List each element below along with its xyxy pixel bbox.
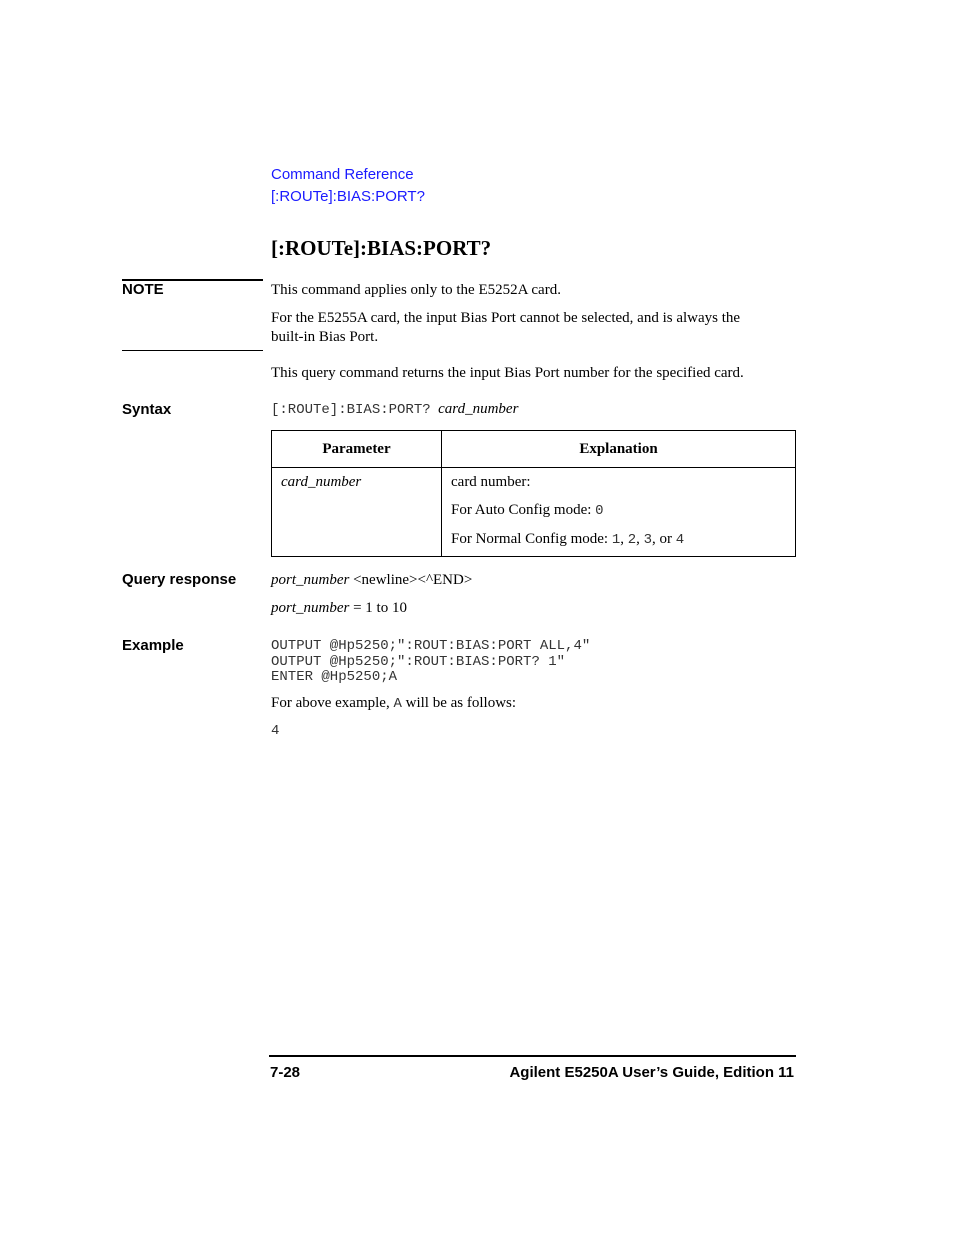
query-response-var: port_number [271, 572, 350, 588]
normal-v1: 1 [611, 532, 621, 548]
table-cell-explanation [442, 468, 796, 557]
example-text [271, 694, 516, 714]
query-response-rest: <newline><^END> [349, 572, 473, 588]
query-response-label: Query response [122, 571, 237, 588]
example-code: OUTPUT @Hp5250;":ROUT:BIAS:PORT ALL,4" OUTPUT @Hp5250;":ROUT:BIAS:PORT? 1" ENTER @Hp5250;A [271, 638, 591, 685]
example-text-before: For above example, [271, 695, 394, 711]
auto-prefix: For Auto Config mode: [451, 502, 596, 518]
breadcrumb-bias-port[interactable]: [:ROUTe]:BIAS:PORT? [271, 188, 425, 205]
table-header-parameter: Parameter [272, 431, 442, 468]
note-line-2a: For the E5255A card, the input Bias Port cannot be selected, and is always the [271, 310, 741, 326]
normal-sep3: , or [652, 531, 676, 547]
example-result: 4 [271, 723, 280, 739]
syntax-line [271, 401, 518, 418]
table-header-explanation: Explanation [442, 431, 796, 468]
note-label: NOTE [122, 281, 164, 298]
note-line-2b: built-in Bias Port. [271, 329, 379, 345]
normal-sep2: , [636, 531, 644, 547]
query-response-line [271, 571, 472, 590]
example-text-var: A [393, 696, 402, 712]
normal-v2: 2 [627, 532, 637, 548]
footer-guide-title: Agilent E5250A User’s Guide, Edition 11 [509, 1064, 794, 1081]
example-label: Example [122, 637, 184, 654]
syntax-param: card_number [438, 401, 519, 417]
normal-sep1: , [620, 531, 628, 547]
syntax-command: [:ROUTe]:BIAS:PORT? [271, 402, 431, 418]
page-title: [:ROUTe]:BIAS:PORT? [271, 236, 492, 260]
expl-line-1: card number: [451, 474, 531, 490]
footer-page-number: 7-28 [270, 1064, 301, 1081]
expl-line-auto [451, 501, 786, 520]
query-response-range-line [271, 599, 407, 618]
syntax-label: Syntax [122, 401, 172, 418]
query-response-var2: port_number [271, 600, 350, 616]
description: This query command returns the input Bias Port number for the specified card. [271, 365, 744, 381]
footer-rule [269, 1055, 796, 1057]
param-name: card_number [281, 474, 362, 490]
expl-line-normal [451, 530, 786, 549]
normal-v4: 4 [675, 532, 685, 548]
parameter-table [271, 430, 796, 557]
normal-prefix: For Normal Config mode: [451, 531, 612, 547]
note-line-1: This command applies only to the E5252A card. [271, 282, 561, 298]
example-text-after: will be as follows: [401, 695, 517, 711]
query-response-range: = 1 to 10 [349, 600, 407, 616]
auto-value: 0 [595, 503, 604, 519]
normal-v3: 3 [643, 532, 653, 548]
note-bottom-rule [122, 350, 263, 351]
table-cell-param [272, 468, 442, 557]
table-row [272, 468, 796, 557]
breadcrumb-command-reference[interactable]: Command Reference [271, 166, 414, 183]
table-header-row [272, 431, 796, 468]
